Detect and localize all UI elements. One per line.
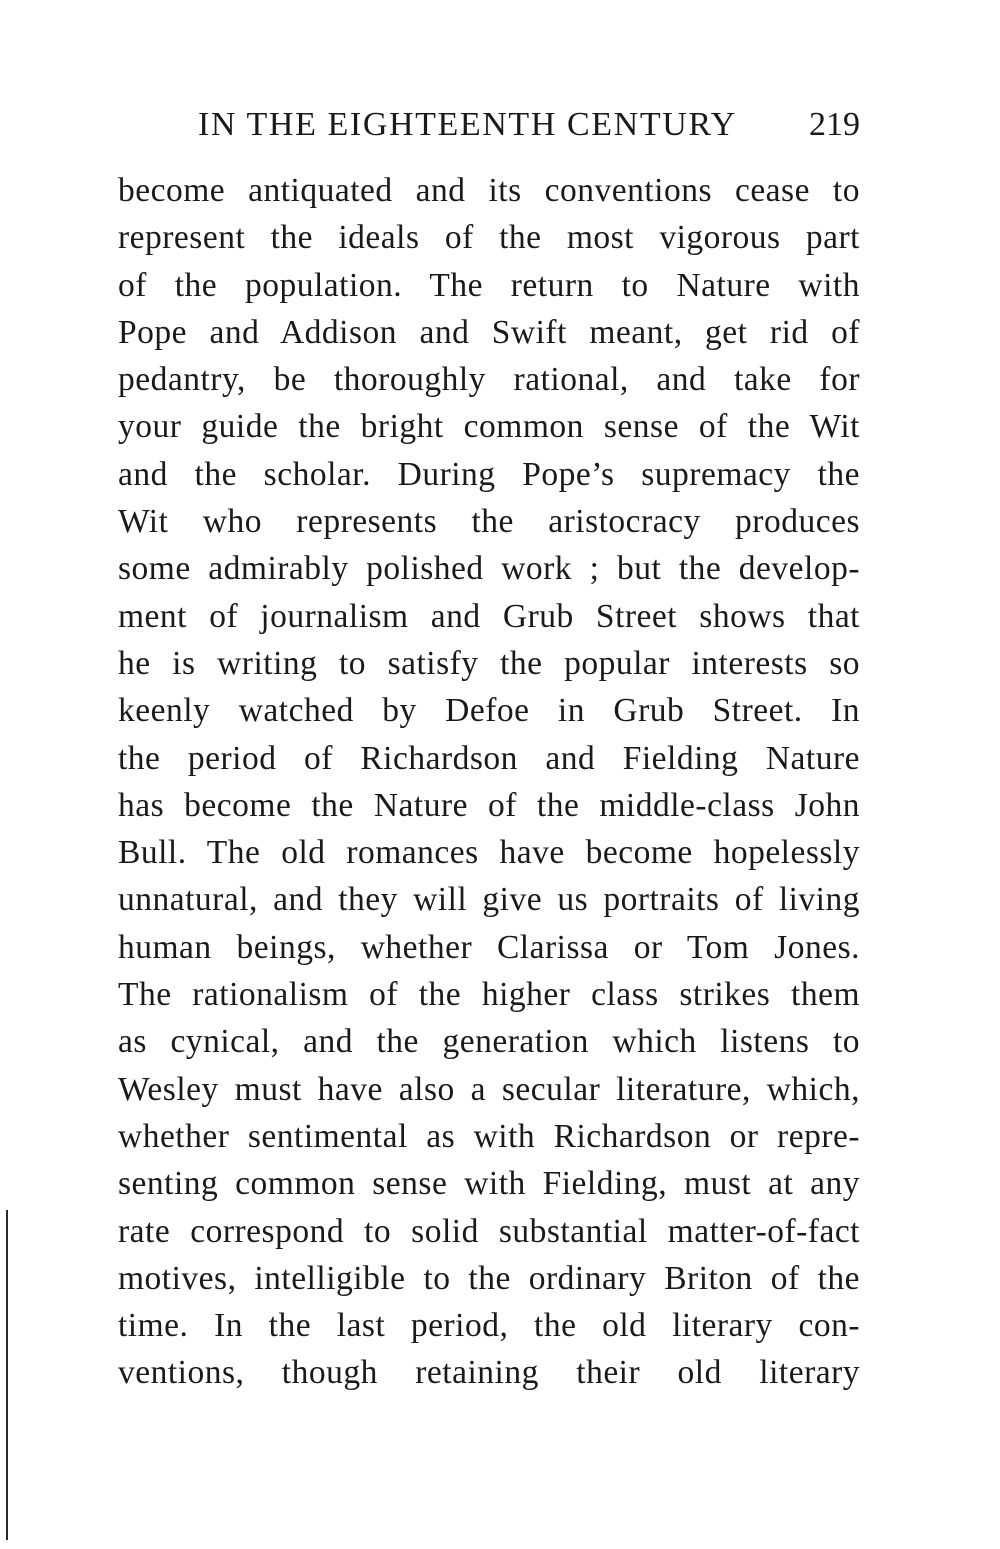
text-line: as cynical, and the generation which listens to	[118, 1023, 860, 1061]
scan-edge-line	[6, 1210, 8, 1540]
running-head-title: IN THE EIGHTEENTH CENTURY	[198, 106, 737, 143]
text-line: Wit who represents the aristocracy produces	[118, 503, 860, 541]
text-line: senting common sense with Fielding, must at any	[118, 1165, 860, 1203]
text-line: Wesley must have also a secular literature, which,	[118, 1070, 860, 1108]
text-line: Bull. The old romances have become hopelessly	[118, 834, 860, 872]
text-line: your guide the bright common sense of the Wit	[118, 408, 860, 446]
text-line: whether sentimental as with Richardson or repre-	[118, 1117, 860, 1155]
text-line: Pope and Addison and Swift meant, get rid of	[118, 313, 860, 351]
text-line: some admirably polished work ; but the develop-	[118, 550, 860, 588]
text-line: unnatural, and they will give us portraits of living	[118, 881, 860, 919]
page-number: 219	[809, 106, 860, 143]
running-head	[198, 100, 860, 150]
text-line: he is writing to satisfy the popular interests so	[118, 644, 860, 682]
text-line: pedantry, be thoroughly rational, and take for	[118, 361, 860, 399]
text-line: human beings, whether Clarissa or Tom Jones.	[118, 928, 860, 966]
text-line: motives, intelligible to the ordinary Briton of the	[118, 1259, 860, 1297]
text-line: become antiquated and its conventions cease to	[118, 172, 860, 209]
text-line: of the population. The return to Nature with	[118, 266, 860, 304]
text-line: ment of journalism and Grub Street shows that	[118, 597, 860, 635]
text-line: The rationalism of the higher class strikes them	[118, 976, 860, 1014]
text-line: and the scholar. During Pope’s supremacy the	[118, 455, 860, 493]
text-line: rate correspond to solid substantial matter-of-fact	[118, 1212, 860, 1250]
text-line: keenly watched by Defoe in Grub Street. In	[118, 692, 860, 730]
text-line: has become the Nature of the middle-class John	[118, 786, 860, 824]
text-line: represent the ideals of the most vigorous part	[118, 219, 860, 257]
text-line: the period of Richardson and Fielding Nature	[118, 739, 860, 777]
text-line: time. In the last period, the old literary con-	[118, 1307, 860, 1345]
text-line: ventions, though retaining their old literary	[118, 1354, 860, 1392]
body-text	[118, 167, 860, 1397]
